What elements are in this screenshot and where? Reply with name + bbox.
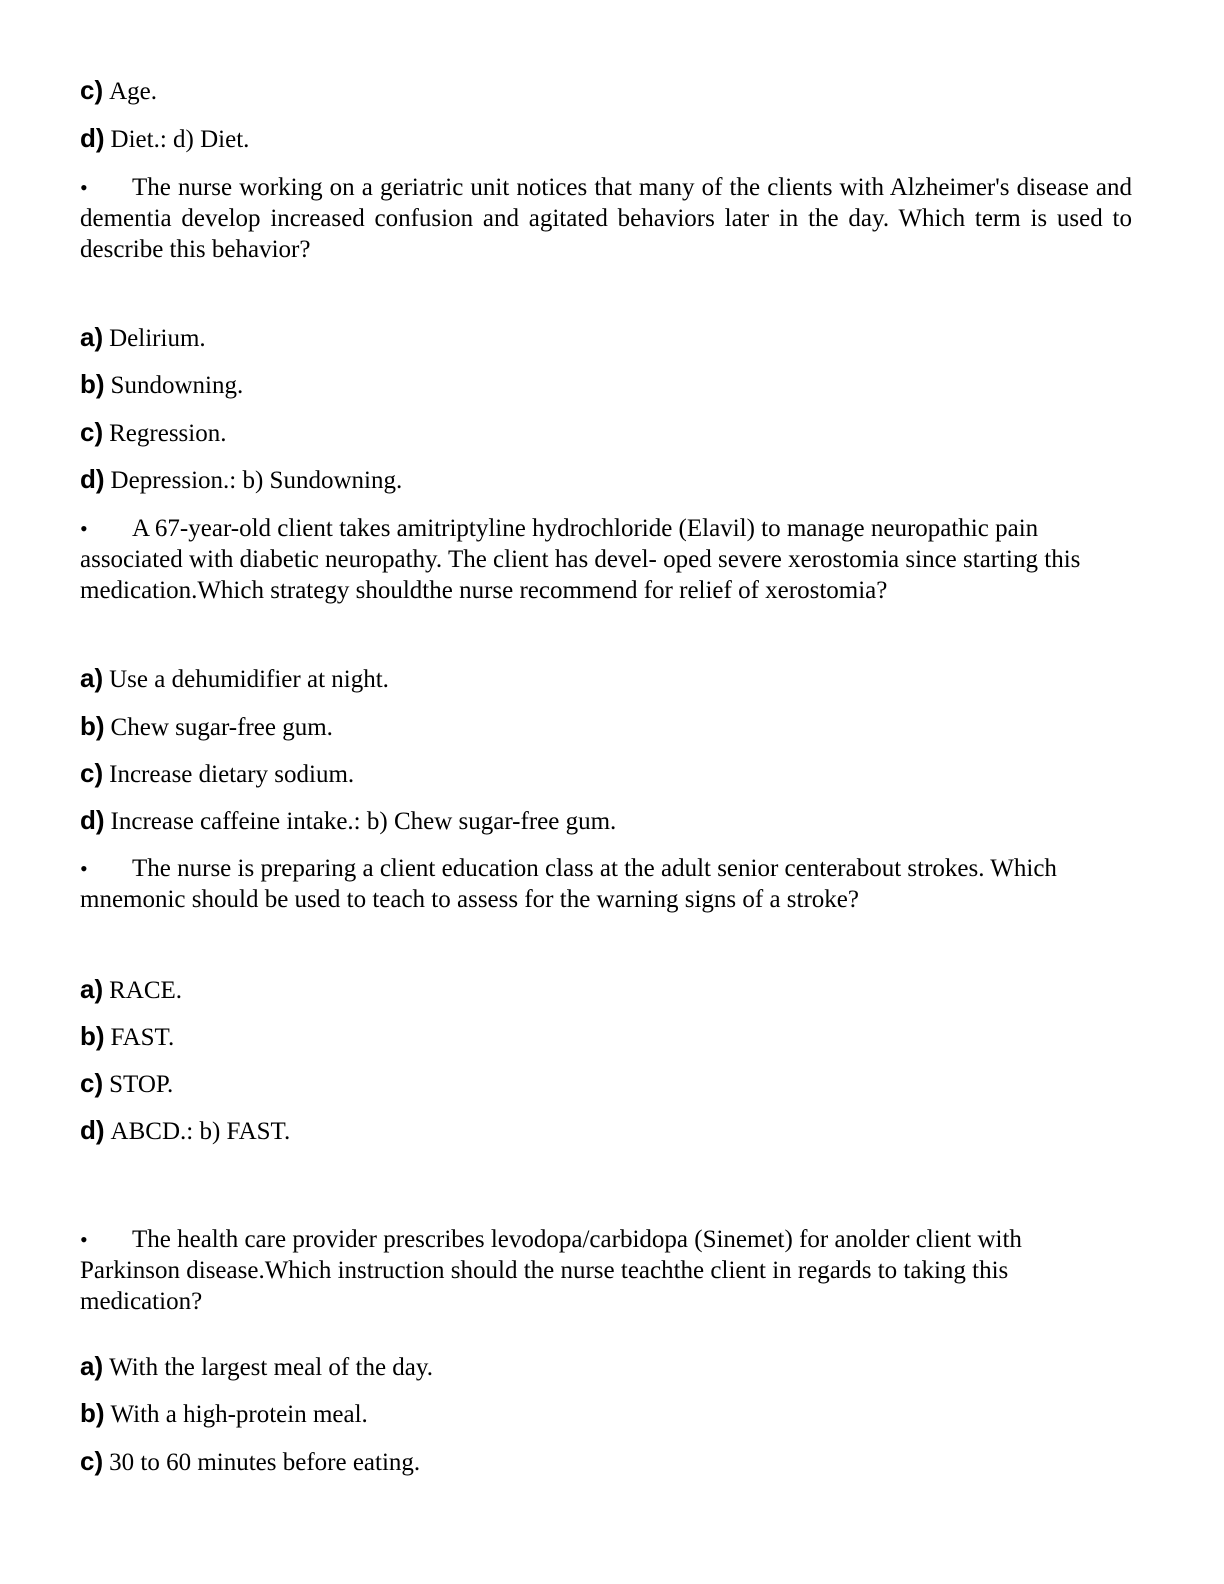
question-body: The nurse is preparing a client education class at the adult senior centerabout strokes. Which mnemonic should be used to teach to assess for the warning signs of a stroke? (80, 855, 1057, 913)
option-text: With a high-protein meal. (110, 1401, 368, 1428)
option-c (80, 758, 354, 790)
question-body: The nurse working on a geriatric unit notices that many of the clients with Alzheimer's disease and dementia develop increased confusion and agitated behaviors later in the day. Which term is used to describe this behavior? (80, 174, 1132, 263)
option-text: Use a dehumidifier at night. (109, 666, 389, 693)
option-letter: c) (80, 417, 104, 447)
option-letter: c) (80, 758, 104, 788)
question-body: The health care provider prescribes levodopa/carbidopa (Sinemet) for anolder client with Parkinson disease.Which instruction should the nurse teachthe client in regards to taking this medication? (80, 1226, 1022, 1315)
option-b (80, 1021, 174, 1053)
option-d (80, 1115, 290, 1147)
option-a (80, 974, 182, 1006)
option-d (80, 805, 616, 837)
option-text: RACE. (109, 977, 183, 1004)
option-letter: d) (80, 123, 105, 153)
option-text: Increase dietary sodium. (109, 761, 355, 788)
option-text: Sundowning. (110, 372, 244, 399)
option-a (80, 663, 389, 695)
option-letter: c) (80, 1068, 104, 1098)
option-text: STOP. (109, 1071, 174, 1098)
bullet-icon: • (80, 1227, 88, 1252)
option-d (80, 464, 402, 496)
option-text: Regression. (109, 420, 227, 447)
option-letter: d) (80, 805, 105, 835)
option-letter: b) (80, 1398, 105, 1428)
question-text (80, 172, 1132, 265)
option-letter: a) (80, 1351, 104, 1381)
option-c (80, 75, 157, 107)
option-letter: b) (80, 711, 105, 741)
question-text (80, 1224, 1125, 1317)
bullet-icon: • (80, 516, 88, 541)
option-c (80, 417, 226, 449)
option-letter: c) (80, 75, 104, 105)
option-a (80, 1351, 433, 1383)
option-b (80, 369, 243, 401)
option-letter: c) (80, 1446, 104, 1476)
question-text (80, 853, 1080, 915)
option-letter: a) (80, 322, 104, 352)
bullet-icon: • (80, 175, 88, 200)
option-letter: b) (80, 369, 105, 399)
option-text: Chew sugar-free gum. (110, 714, 333, 741)
option-letter: a) (80, 663, 104, 693)
option-letter: a) (80, 974, 104, 1004)
option-text: Age. (109, 78, 158, 105)
question-body: A 67-year-old client takes amitriptyline hydrochloride (Elavil) to manage neuropathic pain associated with diabetic neuropathy. The client has devel- oped severe xerostomia since starting this medication.Which strategy shouldthe nurse recommend for relief of xerostomia? (80, 515, 1081, 604)
bullet-icon: • (80, 856, 88, 881)
option-letter: d) (80, 464, 105, 494)
option-text: Diet.: d) Diet. (110, 126, 250, 153)
option-text: FAST. (110, 1024, 175, 1051)
question-text (80, 513, 1120, 606)
option-c (80, 1068, 173, 1100)
option-text: Depression.: b) Sundowning. (110, 467, 403, 494)
option-text: Increase caffeine intake.: b) Chew sugar-free gum. (110, 808, 617, 835)
option-d (80, 123, 249, 155)
option-letter: d) (80, 1115, 105, 1145)
option-letter: b) (80, 1021, 105, 1051)
option-a (80, 322, 206, 354)
option-b (80, 1398, 368, 1430)
option-c (80, 1446, 420, 1478)
option-text: Delirium. (109, 325, 206, 352)
option-text: 30 to 60 minutes before eating. (109, 1449, 421, 1476)
option-text: With the largest meal of the day. (109, 1354, 434, 1381)
option-text: ABCD.: b) FAST. (110, 1118, 291, 1145)
option-b (80, 711, 333, 743)
